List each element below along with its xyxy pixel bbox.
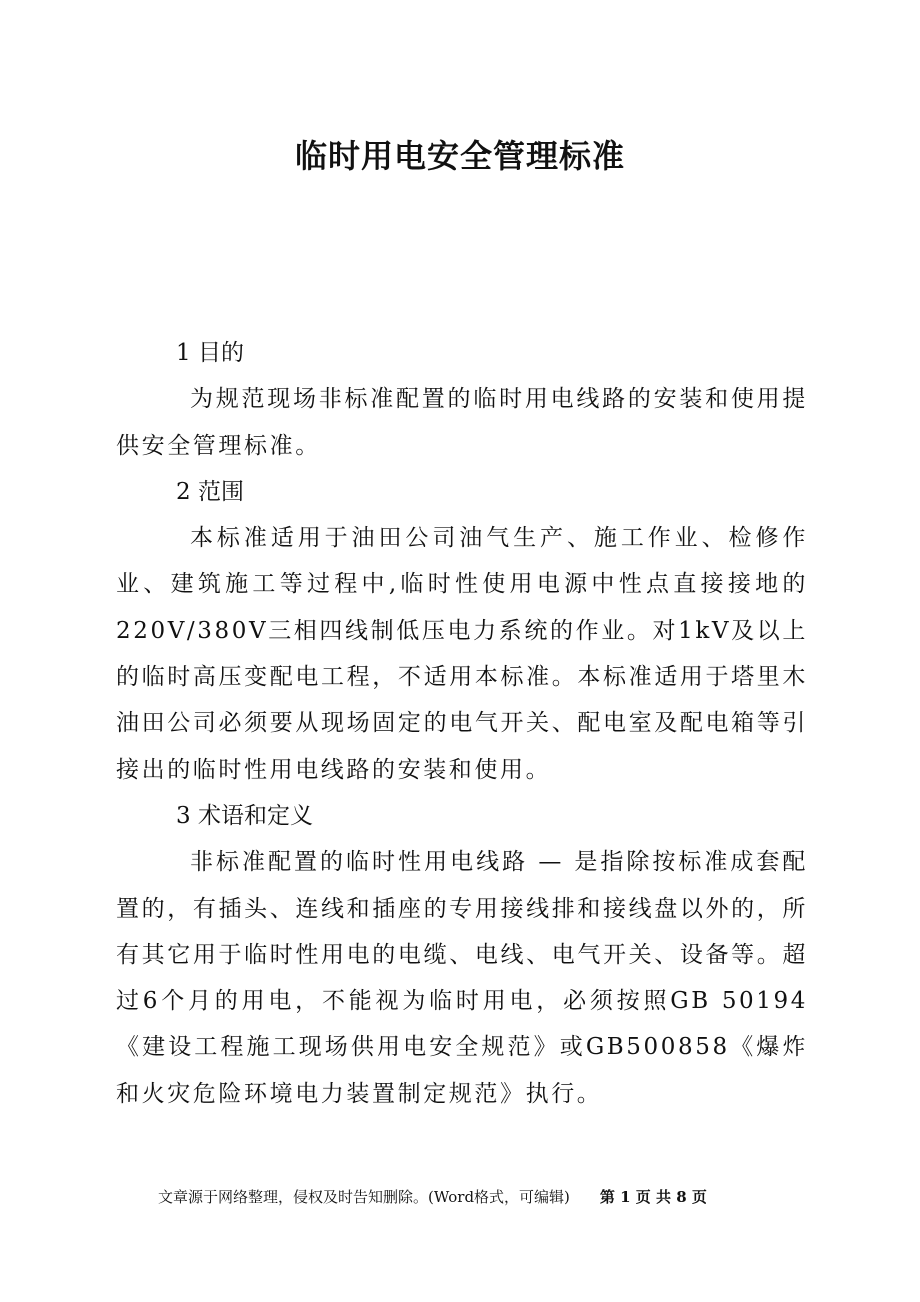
page-footer — [158, 1186, 798, 1208]
section-paragraph-terms: 非标准配置的临时性用电线路 — 是指除按标准成套配置的，有插头、连线和插座的专用接线排和接线盘以外的，所有其它用于临时性用电的电缆、电线、电气开关、设备等。超过6个月的用电，不能视为临时用电，必须按照GB 50194《建设工程施工现场供用电安全规范》或GB500858《爆炸和火灾危险环境电力装置制定规范》执行。 — [116, 849, 808, 1107]
section-heading-purpose: 1 目的 — [176, 340, 244, 366]
section-heading-scope: 2 范围 — [176, 478, 244, 505]
document-body — [116, 330, 808, 1117]
document-title: 临时用电安全管理标准 — [294, 137, 625, 175]
section-paragraph-scope: 本标准适用于油田公司油气生产、施工作业、检修作业、建筑施工等过程中,临时性使用电源中性点直接接地的220V/380V三相四线制低压电力系统的作业。对1kV及以上的临时高压变配电工程，不适用本标准。本标准适用于塔里木油田公司必须要从现场固定的电气开关、配电室及配电箱等引接出的临时性用电线路的安装和使用。 — [116, 525, 808, 783]
section-heading-terms: 3 术语和定义 — [176, 802, 313, 829]
page-number: 第 1 页 共 8 页 — [599, 1188, 707, 1206]
section-paragraph-purpose: 为规范现场非标准配置的临时用电线路的安装和使用提供安全管理标准。 — [116, 386, 808, 459]
footer-note: 文章源于网络整理，侵权及时告知删除。(Word格式，可编辑) — [158, 1188, 570, 1206]
